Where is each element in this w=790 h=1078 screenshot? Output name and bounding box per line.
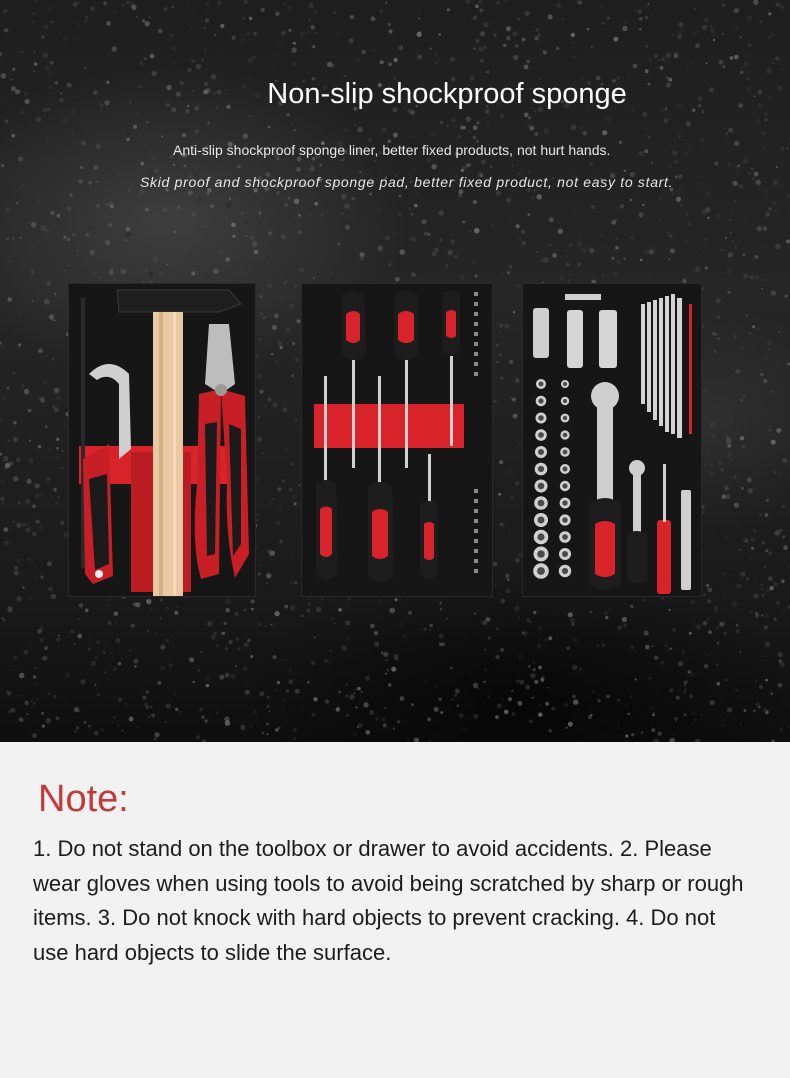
note-title: Note: [38,778,129,820]
tray-saw-hammer-pliers [69,284,255,596]
tray-screwdrivers-bits [302,284,492,596]
hero-subtitle-alt: Skid proof and shockproof sponge pad, better fixed product, not easy to start. [140,174,674,190]
tray-sockets-wrenches [523,284,701,596]
note-body: 1. Do not stand on the toolbox or drawer to avoid accidents. 2. Please wear gloves when using tools to avoid being scratched by sharp or rough items. 3. Do not knock with hard objects to prevent cracking. 4. Do not use hard objects to slide the surface. [33,836,744,965]
foam-insert-red [314,404,464,448]
note-section [0,742,790,1078]
hero-subtitle: Anti-slip shockproof sponge liner, better fixed products, not hurt hands. [173,142,611,158]
hero-title: Non-slip shockproof sponge [267,78,627,110]
